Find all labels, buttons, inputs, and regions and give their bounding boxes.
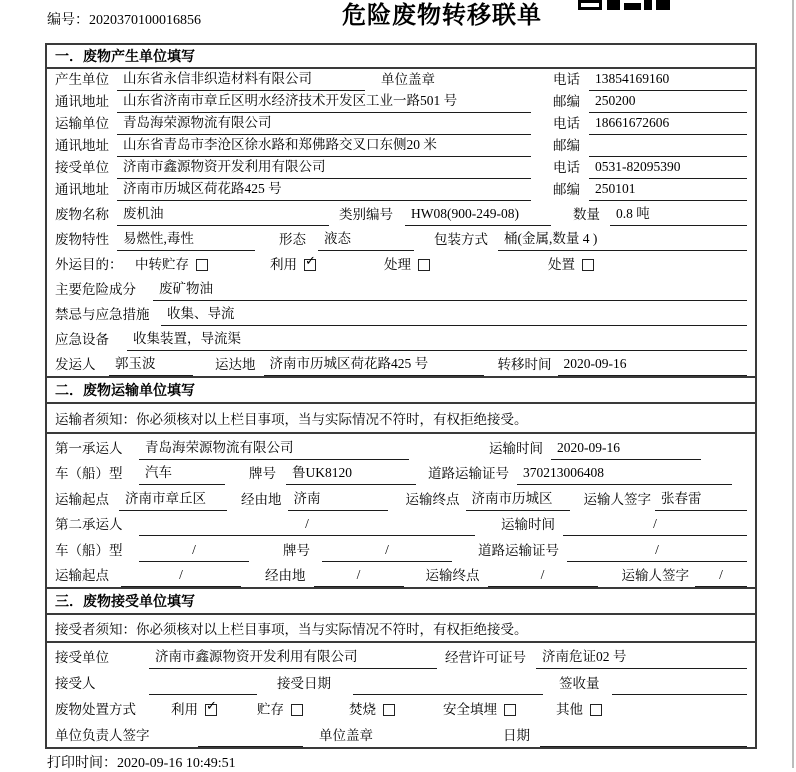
print-time bbox=[47, 752, 236, 772]
zip-label: 邮编 bbox=[553, 138, 580, 153]
zip-label: 邮编 bbox=[553, 94, 580, 109]
category-code-value: HW08(900-249-08) bbox=[405, 206, 551, 226]
checkbox-dispose bbox=[582, 259, 594, 271]
option-store: 贮存 bbox=[257, 702, 284, 717]
category-code-label: 类别编号 bbox=[339, 207, 393, 222]
option-other: 其他 bbox=[556, 702, 583, 717]
page-title: 危险废物转移联单 bbox=[342, 2, 542, 29]
outbound-purpose-label: 外运目的： bbox=[55, 257, 123, 272]
transport-unit-label: 运输单位 bbox=[55, 116, 109, 131]
waste-name-label: 废物名称 bbox=[55, 207, 109, 222]
row-emergency-equipment bbox=[47, 326, 755, 351]
vehicle-type-value: 汽车 bbox=[139, 461, 225, 485]
transport-address-value: 山东省青岛市李沧区徐水路和郑佛路交叉口东侧20 米 bbox=[117, 133, 531, 157]
terminus-value: 济南市历城区 bbox=[466, 487, 570, 511]
date-label: 日期 bbox=[503, 728, 530, 743]
quantity-value: 0.8 吨 bbox=[610, 202, 747, 226]
via-value: 济南 bbox=[288, 487, 388, 511]
unit-seal-label: 单位盖章 bbox=[319, 728, 373, 743]
accept-date-label: 接受日期 bbox=[277, 676, 331, 691]
accept-unit-label: 接受单位 bbox=[55, 650, 109, 665]
road-permit-label: 道路运输证号 bbox=[428, 466, 509, 481]
doc-number-value: 2020370100016856 bbox=[89, 13, 201, 28]
row-vehicle-type-2 bbox=[47, 536, 755, 562]
row-accept-unit bbox=[47, 643, 755, 669]
row-outbound-purpose bbox=[47, 251, 755, 276]
receiver-zip-value: 250101 bbox=[589, 181, 747, 201]
producer-unit-label: 产生单位 bbox=[55, 72, 109, 87]
waste-property-label: 废物特性 bbox=[55, 232, 109, 247]
form-state-value: 液态 bbox=[318, 227, 414, 251]
emergency-equipment-value: 收集装置，导流渠 bbox=[127, 327, 747, 351]
address-label: 通讯地址 bbox=[55, 182, 109, 197]
transport-time-2-value: / bbox=[563, 516, 747, 536]
packaging-label: 包装方式 bbox=[434, 232, 488, 247]
producer-unit-value: 山东省永信非织造材料有限公司 bbox=[117, 67, 365, 91]
option-incinerate: 焚烧 bbox=[349, 702, 376, 717]
transport-time-label: 运输时间 bbox=[501, 517, 555, 532]
vehicle-type-2-value: / bbox=[139, 542, 249, 562]
hazard-component-label: 主要危险成分 bbox=[55, 282, 136, 297]
option-utilize: 利用 bbox=[171, 702, 198, 717]
row-transport-route-2 bbox=[47, 562, 755, 588]
receiver-unit-label: 接受单位 bbox=[55, 160, 109, 175]
checkbox-disposal-store bbox=[291, 704, 303, 716]
shipper-value: 郭玉波 bbox=[109, 352, 193, 376]
row-producer-unit bbox=[47, 69, 755, 91]
option-utilize: 利用 bbox=[270, 257, 297, 272]
row-receiver-unit bbox=[47, 157, 755, 179]
unit-seal-label: 单位盖章 bbox=[381, 72, 435, 87]
zip-label: 邮编 bbox=[553, 182, 580, 197]
row-waste-name bbox=[47, 201, 755, 226]
option-treat: 处理 bbox=[384, 257, 411, 272]
origin-value: 济南市章丘区 bbox=[119, 487, 227, 511]
disposal-method-label: 废物处置方式 bbox=[55, 702, 136, 717]
row-receiver-address bbox=[47, 179, 755, 201]
carrier-sign-label: 运输人签字 bbox=[583, 491, 651, 507]
producer-phone-value: 13854169160 bbox=[589, 71, 747, 91]
receiver-unit-value: 济南市鑫源物资开发利用有限公司 bbox=[117, 155, 531, 179]
producer-zip-value: 250200 bbox=[589, 93, 747, 113]
phone-label: 电话 bbox=[553, 160, 580, 175]
checkbox-disposal-utilize: ✓ bbox=[206, 699, 217, 714]
window-edge-line bbox=[792, 0, 794, 768]
carrier-sign-2-value: / bbox=[695, 567, 747, 587]
row-producer-address bbox=[47, 91, 755, 113]
emergency-equipment-label: 应急设备 bbox=[55, 332, 109, 347]
destination-value: 济南市历城区荷花路425 号 bbox=[264, 352, 484, 376]
first-carrier-label: 第一承运人 bbox=[55, 440, 123, 456]
row-vehicle-type-1 bbox=[47, 460, 755, 486]
print-time-label: 打印时间： bbox=[47, 756, 117, 771]
road-permit-2-value: / bbox=[567, 542, 747, 562]
plate-number-label: 牌号 bbox=[249, 466, 276, 481]
address-label: 通讯地址 bbox=[55, 138, 109, 153]
carrier-sign-label: 运输人签字 bbox=[621, 568, 689, 583]
section3-header: 三．废物接受单位填写 bbox=[47, 587, 755, 615]
row-transport-unit bbox=[47, 113, 755, 135]
option-dispose: 处置 bbox=[548, 257, 575, 272]
checkbox-transfer-storage bbox=[196, 259, 208, 271]
row-waste-property bbox=[47, 226, 755, 251]
row-emergency-measures bbox=[47, 301, 755, 326]
manifest-form bbox=[45, 43, 757, 749]
quantity-label: 数量 bbox=[573, 207, 600, 222]
terminus-2-value: / bbox=[488, 567, 598, 587]
row-first-carrier bbox=[47, 434, 755, 460]
received-amount-label: 签收量 bbox=[559, 676, 600, 691]
form-state-label: 形态 bbox=[279, 232, 306, 247]
terminus-label: 运输终点 bbox=[425, 568, 480, 583]
license-number-value: 济南危证02 号 bbox=[536, 645, 747, 669]
origin-2-value: / bbox=[121, 567, 241, 587]
origin-label: 运输起点 bbox=[55, 491, 109, 507]
first-carrier-value: 青岛海荣源物流有限公司 bbox=[139, 436, 409, 460]
road-permit-value: 370213006408 bbox=[517, 465, 732, 485]
row-disposal-method bbox=[47, 695, 755, 721]
accept-unit-value: 济南市鑫源物资开发利用有限公司 bbox=[149, 645, 437, 669]
destination-label: 运达地 bbox=[215, 357, 256, 372]
row-transport-address bbox=[47, 135, 755, 157]
qr-code-fragment bbox=[578, 0, 670, 10]
checkbox-disposal-landfill bbox=[504, 704, 516, 716]
via-label: 经由地 bbox=[241, 491, 282, 507]
checkbox-utilize: ✓ bbox=[305, 254, 316, 269]
packaging-value: 桶(金属,数量 4 ) bbox=[498, 227, 747, 251]
section2-header: 二．废物运输单位填写 bbox=[47, 376, 755, 404]
receiver-phone-value: 0531-82095390 bbox=[589, 159, 747, 179]
plate-number-value: 鲁UK8120 bbox=[286, 461, 416, 485]
second-carrier-value: / bbox=[139, 516, 475, 536]
hazard-component-value: 废矿物油 bbox=[153, 277, 747, 301]
transporter-notice: 运输者须知：你必须核对以上栏目事项，当与实际情况不符时，有权拒绝接受。 bbox=[47, 404, 755, 434]
waste-property-value: 易燃性,毒性 bbox=[117, 227, 255, 251]
responsible-sign-value bbox=[198, 743, 303, 747]
doc-number bbox=[47, 9, 201, 29]
option-secure-landfill: 安全填埋 bbox=[443, 702, 497, 717]
origin-label: 运输起点 bbox=[55, 568, 109, 583]
producer-address-value: 山东省济南市章丘区明水经济技术开发区工业一路501 号 bbox=[117, 89, 531, 113]
accept-person-label: 接受人 bbox=[55, 676, 96, 691]
vehicle-type-label: 车（船）型 bbox=[55, 466, 123, 481]
terminus-label: 运输终点 bbox=[405, 491, 460, 507]
row-accept-person bbox=[47, 669, 755, 695]
transfer-time-value: 2020-09-16 bbox=[558, 356, 748, 376]
doc-number-label: 编号： bbox=[47, 13, 89, 28]
carrier-sign-value: 张春雷 bbox=[655, 487, 747, 511]
phone-label: 电话 bbox=[553, 116, 580, 131]
transport-time-value: 2020-09-16 bbox=[551, 440, 701, 460]
transport-phone-value: 18661672606 bbox=[589, 115, 747, 135]
option-transfer-storage: 中转贮存 bbox=[135, 257, 189, 272]
responsible-sign-label: 单位负责人签字 bbox=[55, 728, 150, 743]
date-value bbox=[540, 743, 747, 747]
address-label: 通讯地址 bbox=[55, 94, 109, 109]
transport-unit-value: 青岛海荣源物流有限公司 bbox=[117, 111, 531, 135]
plate-number-label: 牌号 bbox=[283, 542, 310, 558]
row-responsible-signature bbox=[47, 721, 755, 747]
shipper-label: 发运人 bbox=[55, 357, 96, 372]
print-time-value: 2020-09-16 10:49:51 bbox=[117, 756, 236, 771]
row-shipper bbox=[47, 351, 755, 376]
transport-time-label: 运输时间 bbox=[489, 440, 543, 456]
row-second-carrier bbox=[47, 511, 755, 537]
checkbox-treat bbox=[418, 259, 430, 271]
second-carrier-label: 第二承运人 bbox=[55, 517, 123, 532]
plate-number-2-value: / bbox=[322, 542, 452, 562]
checkbox-disposal-incinerate bbox=[383, 704, 395, 716]
vehicle-type-label: 车（船）型 bbox=[55, 542, 123, 558]
waste-name-value: 废机油 bbox=[117, 202, 329, 226]
receiver-notice: 接受者须知：你必须核对以上栏目事项，当与实际情况不符时，有权拒绝接受。 bbox=[47, 615, 755, 643]
transfer-time-label: 转移时间 bbox=[497, 357, 552, 372]
emergency-measures-label: 禁忌与应急措施 bbox=[55, 307, 150, 322]
row-transport-route-1 bbox=[47, 485, 755, 511]
checkbox-disposal-other bbox=[590, 704, 602, 716]
receiver-address-value: 济南市历城区荷花路425 号 bbox=[117, 177, 531, 201]
row-hazard-component bbox=[47, 276, 755, 301]
road-permit-label: 道路运输证号 bbox=[478, 542, 559, 558]
via-label: 经由地 bbox=[265, 568, 306, 583]
emergency-measures-value: 收集、导流 bbox=[161, 302, 747, 326]
license-number-label: 经营许可证号 bbox=[445, 650, 526, 665]
section1-header: 一．废物产生单位填写 bbox=[47, 45, 755, 69]
via-2-value: / bbox=[314, 567, 404, 587]
phone-label: 电话 bbox=[553, 72, 580, 87]
